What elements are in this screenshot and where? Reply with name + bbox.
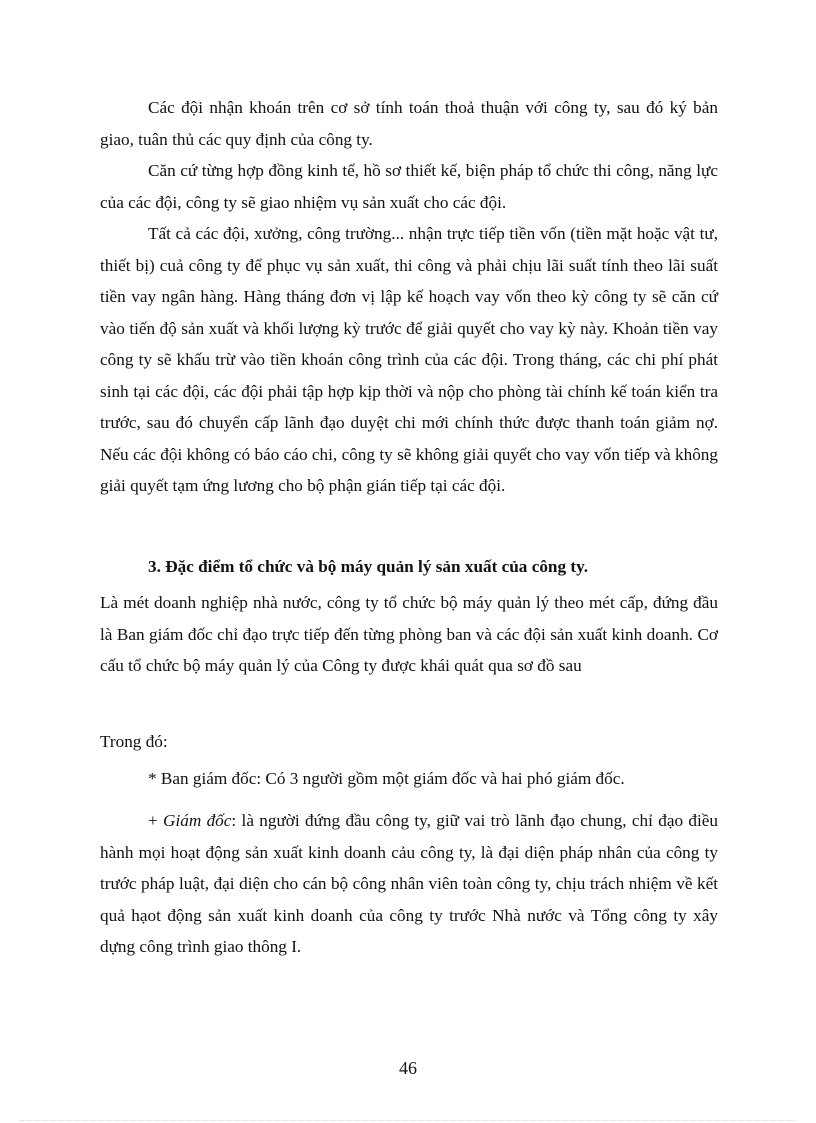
paragraph-1: Các đội nhận khoán trên cơ sở tính toán thoả thuận với công ty, sau đó ký bản giao, tuân thủ các quy định của công ty. [100, 98, 718, 149]
paragraph-7-term: Giám đốc [163, 811, 232, 830]
paragraph-7-rest: : là người đứng đầu công ty, giữ vai trò lãnh đạo chung, chỉ đạo điều hành mọi hoạt động sản xuất kinh doanh cảu công ty, là đại diện pháp nhân của công ty trước pháp luật, đại diện cho cán bộ công nhân viên toàn công ty, chịu trách nhiệm về kết quả hạot động sản xuất kinh doanh của công ty trước Nhà nước và Tổng công ty xây dựng công trình giao thông I. [100, 811, 718, 956]
paragraph-3: Tất cả các đội, xưởng, công trường... nhận trực tiếp tiền vốn (tiền mặt hoặc vật tư, thiết bị) cuả công ty để phục vụ sản xuất, thi công và phải chịu lãi suất tính theo lãi suất tiền vay ngân hàng. Hàng tháng đơn vị lập kế hoạch vay vốn theo kỳ công ty sẽ căn cứ vào tiến độ sản xuất và khối lượng kỳ trước để giải quyết cho vay kỳ này. Khoản tiền vay công ty sẽ khấu trừ vào tiền khoán công trình của các đội. Trong tháng, các chi phí phát sinh tại các đội, các đội phải tập hợp kịp thời và nộp cho phòng tài chính kế toán kiển tra trước, sau đó chuyển cấp lãnh đạo duyệt chi mới chính thức được thanh toán giảm nợ. Nếu các đội không có báo cáo chi, công ty sẽ không giải quyết cho vay vốn tiếp và không giải quyết tạm ứng lương cho bộ phận gián tiếp tại các đội. [100, 224, 718, 495]
body-text-giam-doc [100, 805, 718, 963]
paragraph-5: Trong đó: [100, 732, 168, 751]
paragraph-6: * Ban giám đốc: Có 3 người gồm một giám đốc và hai phó giám đốc. [148, 769, 625, 788]
section-heading-block [100, 551, 718, 583]
paragraph-4: Là mét doanh nghiệp nhà nước, công ty tổ chức bộ máy quản lý theo mét cấp, đứng đầu là Ban giám đốc chỉ đạo trực tiếp đến từng phòng ban và các đội sản xuất kinh doanh. Cơ cấu tổ chức bộ máy quản lý của Công ty được khái quát qua sơ đồ sau [100, 593, 718, 675]
body-text-trong-do [100, 726, 718, 758]
paragraph-7-prefix: + [148, 811, 164, 830]
body-text-top [100, 92, 718, 502]
body-text-intro [100, 587, 718, 682]
page-number: 46 [399, 1058, 417, 1078]
section-heading: 3. Đặc điểm tổ chức và bộ máy quản lý sản xuất của công ty. [148, 557, 589, 576]
paragraph-2: Căn cứ từng hợp đồng kinh tế, hồ sơ thiết kế, biện pháp tổ chức thi công, năng lực của các đội, công ty sẽ giao nhiệm vụ sản xuất cho các đội. [100, 161, 718, 212]
paragraph-7 [100, 805, 718, 963]
body-text-ban-giam-doc [100, 763, 718, 795]
page-bottom-rule [20, 1120, 796, 1121]
